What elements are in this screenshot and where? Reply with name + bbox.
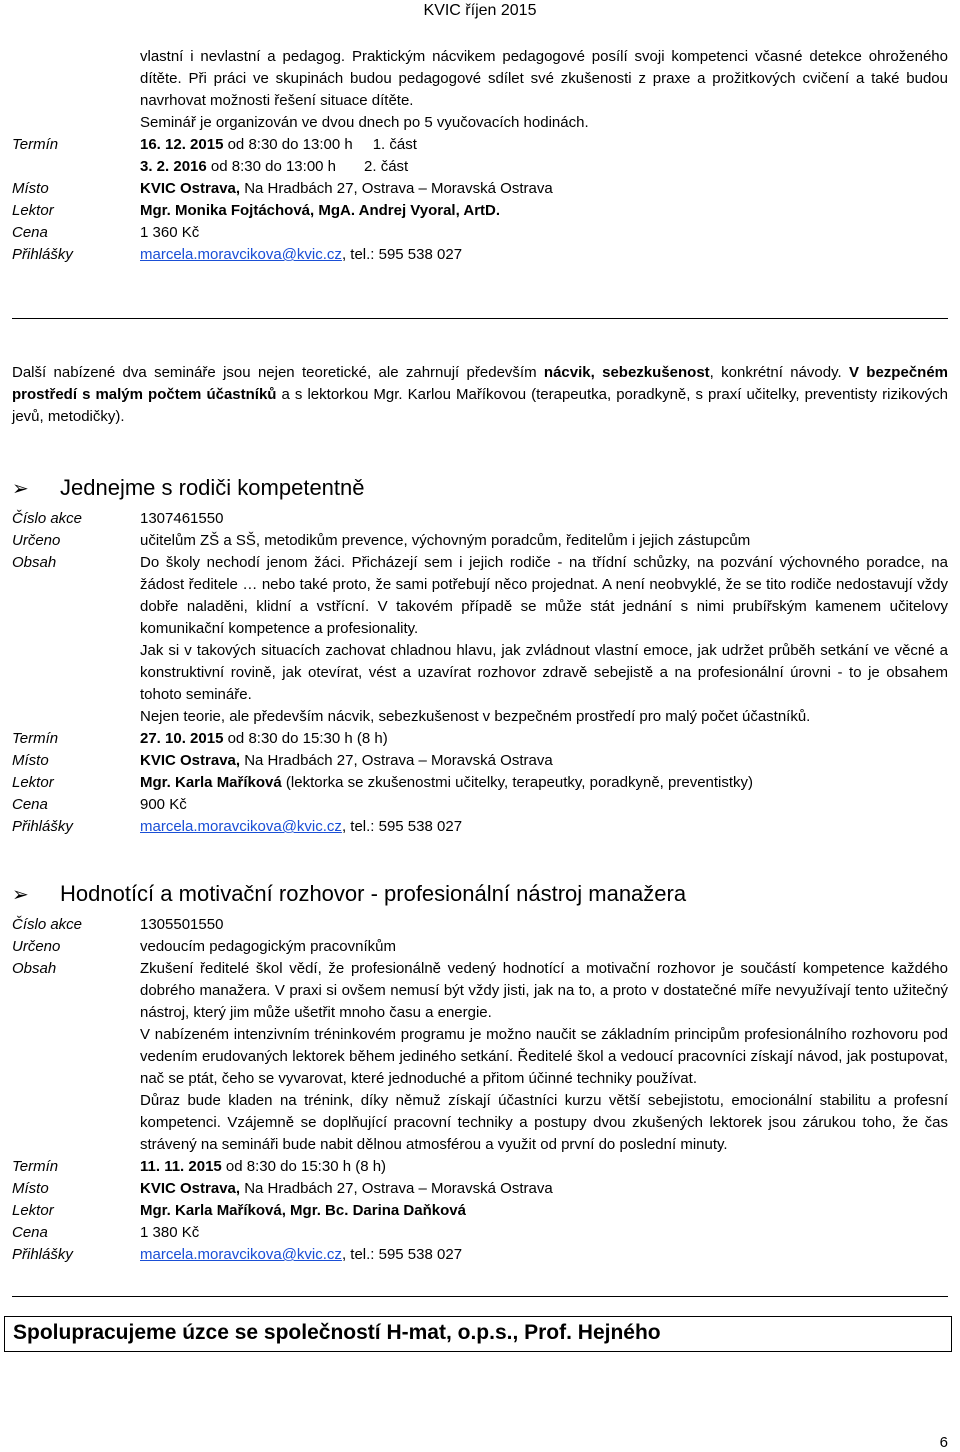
- lektor-label: Lektor: [12, 1202, 54, 1219]
- misto-label: Místo: [12, 752, 49, 769]
- partner-text: Spolupracujeme úzce se společností H-mat, o.p.s., Prof. Hejného: [13, 1321, 661, 1344]
- obsah-paragraph: V nabízeném intenzivním tréninkovém programu je možno naučit se základním principům profesionálního rozhovoru pod vedením erudovaných lektorek během jediného setkání. Ředitelé škol a vedoucí pracovníci získají návod, jak postupovat, nač se ptát, čeho se vyvarovat, které jednoduché a přitom účinné techniky používat.: [140, 1026, 948, 1087]
- termin-1: 16. 12. 2015 od 8:30 do 13:00 h 1. část: [140, 136, 417, 153]
- urceno-label: Určeno: [12, 532, 61, 549]
- cislo-value: 1305501550: [140, 916, 224, 933]
- note-paragraph: Další nabízené dva semináře jsou nejen teoretické, ale zahrnují především nácvik, sebezkušenost, konkrétní návody. V bezpečném prostředí s malým počtem účastníků a s lektorkou Mgr. Karlou Maříkovou (terapeutka, poradkyně, s praxí učitelky, preventisty rizikových jevů, metodičky).: [12, 364, 949, 425]
- intro-schedule-note: Seminář je organizován ve dvou dnech po 5 vyučovacích hodinách.: [140, 114, 589, 131]
- email-link[interactable]: marcela.moravcikova@kvic.cz: [140, 1246, 342, 1263]
- seminar-2-heading: [12, 880, 686, 909]
- seminar-1: [12, 508, 948, 838]
- obsah-label: Obsah: [12, 554, 57, 571]
- prihlasky-value: marcela.moravcikova@kvic.cz, tel.: 595 538 027: [140, 246, 463, 263]
- prihlasky-value: marcela.moravcikova@kvic.cz, tel.: 595 538 027: [140, 818, 463, 835]
- misto-value: KVIC Ostrava, Na Hradbách 27, Ostrava – Moravská Ostrava: [140, 180, 553, 197]
- email-link[interactable]: marcela.moravcikova@kvic.cz: [140, 246, 342, 263]
- termin-label: Termín: [12, 1158, 59, 1175]
- cena-value: 1 360 Kč: [140, 224, 200, 241]
- email-link[interactable]: marcela.moravcikova@kvic.cz: [140, 818, 342, 835]
- misto-label: Místo: [12, 180, 49, 197]
- cislo-label: Číslo akce: [12, 916, 83, 933]
- top-section: [12, 46, 948, 266]
- obsah-paragraph: Do školy nechodí jenom žáci. Přicházejí sem i jejich rodiče - na třídní schůzky, na pozvání výchovného poradce, na žádost ředitele … nebo také proto, že sami potřebují něco projednat. A není neobvyklé, že se tito rodiče nedostavují vždy dobře naladěni, klidní a vstřícní. V takovém případě se může stát jednání s nimi prubířským kamenem učitelovy komunikační kompetence a profesionality.: [140, 554, 948, 637]
- lektor-value: Mgr. Karla Maříková, Mgr. Bc. Darina Daňková: [140, 1202, 466, 1219]
- seminar-2: [12, 914, 948, 1266]
- partner-box: [4, 1316, 952, 1352]
- lektor-label: Lektor: [12, 774, 54, 791]
- termin-label: Termín: [12, 730, 59, 747]
- prihlasky-label: Přihlášky: [12, 1246, 73, 1263]
- cena-label: Cena: [12, 796, 48, 813]
- cislo-value: 1307461550: [140, 510, 224, 527]
- lektor-value: Mgr. Karla Maříková (lektorka se zkušenostmi učitelky, terapeutky, poradkyně, preventistky): [140, 774, 754, 791]
- cena-value: 900 Kč: [140, 796, 187, 813]
- termin-value: 27. 10. 2015 od 8:30 do 15:30 h (8 h): [140, 730, 388, 747]
- prihlasky-value: marcela.moravcikova@kvic.cz, tel.: 595 538 027: [140, 1246, 463, 1263]
- lektor-label: Lektor: [12, 202, 54, 219]
- footer-divider: [12, 1296, 948, 1297]
- section-divider: [12, 318, 948, 319]
- cena-value: 1 380 Kč: [140, 1224, 200, 1241]
- cena-label: Cena: [12, 224, 48, 241]
- prihlasky-label: Přihlášky: [12, 246, 73, 263]
- page-header: KVIC říjen 2015: [423, 2, 537, 19]
- termin-value: 11. 11. 2015 od 8:30 do 15:30 h (8 h): [140, 1158, 387, 1175]
- cena-label: Cena: [12, 1224, 48, 1241]
- misto-label: Místo: [12, 1180, 49, 1197]
- seminar-1-heading: [12, 474, 365, 503]
- intro-paragraph: vlastní i nevlastní a pedagog. Praktickým nácvikem pedagogové posílí svoji kompetenci včasné detekce ohroženého dítěte. Při práci ve skupinách budou pedagogové sdílet své zkušenosti z praxe a prožitkových cvičení a také budou navrhovat možnosti řešení situace dítěte.: [140, 48, 948, 109]
- termin-label: Termín: [12, 136, 59, 153]
- arrow-bullet-icon: ➢: [12, 478, 29, 500]
- prihlasky-label: Přihlášky: [12, 818, 73, 835]
- lektor-value: Mgr. Monika Fojtáchová, MgA. Andrej Vyoral, ArtD.: [140, 202, 501, 219]
- obsah-paragraph: Důraz bude kladen na trénink, díky němuž získají účastníci kurzu větší sebejistotu, emocionální stabilitu a profesní kompetenci. Vzájemně se doplňující pracovní techniky a postupy dvou zkušených lektorek jsou zárukou toho, že čas strávený na semináři bude nabit dělnou atmosférou a využit od první do poslední minuty.: [140, 1092, 948, 1153]
- urceno-value: učitelům ZŠ a SŠ, metodikům prevence, výchovným poradcům, ředitelům i jejich zástupcům: [140, 532, 751, 549]
- arrow-bullet-icon: ➢: [12, 884, 29, 906]
- obsah-paragraph: Zkušení ředitelé škol vědí, že profesionálně vedený hodnotící a motivační rozhovor je součástí kompetence každého dobrého manažera. V praxi si ovšem nemusí být vždy jisti, jak na to, a proto v dostatečné míře nevyužívají tento užitečný nástroj, který jim může ušetřit mnoho času a energie.: [140, 960, 948, 1021]
- termin-2: 3. 2. 2016 od 8:30 do 13:00 h 2. část: [140, 158, 409, 175]
- obsah-label: Obsah: [12, 960, 57, 977]
- urceno-label: Určeno: [12, 938, 61, 955]
- obsah-paragraph: Jak si v takových situacích zachovat chladnou hlavu, jak zvládnout vlastní emoce, jak udržet průběh setkání ve věcné a konstruktivní rovině, jak otevírat, vést a uzavírat rozhovor zdravě sebejistě a na profesionální úrovni - to je obsahem tohoto semináře.: [140, 642, 948, 703]
- obsah-paragraph: Nejen teorie, ale především nácvik, sebezkušenost v bezpečném prostředí pro malý počet účastníků.: [140, 708, 811, 725]
- cislo-label: Číslo akce: [12, 510, 83, 527]
- seminar-1-title: Jednejme s rodiči kompetentně: [60, 475, 365, 500]
- misto-value: KVIC Ostrava, Na Hradbách 27, Ostrava – Moravská Ostrava: [140, 752, 553, 769]
- seminar-2-title: Hodnotící a motivační rozhovor - profesionální nástroj manažera: [60, 881, 687, 906]
- urceno-value: vedoucím pedagogickým pracovníkům: [140, 938, 396, 955]
- misto-value: KVIC Ostrava, Na Hradbách 27, Ostrava – Moravská Ostrava: [140, 1180, 553, 1197]
- page-number: 6: [939, 1434, 948, 1451]
